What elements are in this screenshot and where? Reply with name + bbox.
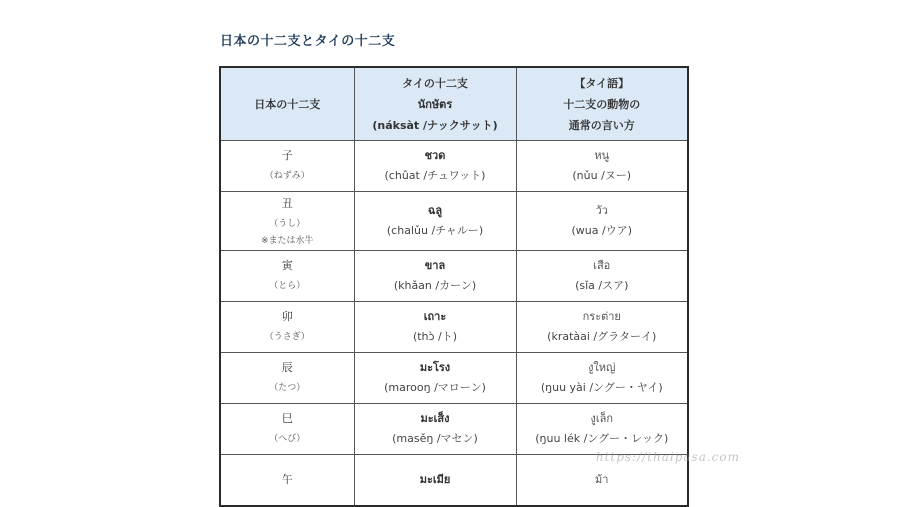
cell-thai-zodiac — [354, 141, 516, 192]
kanji: 寅 — [281, 259, 293, 272]
note: ※または水牛 — [260, 236, 314, 246]
thai-zodiac-name: มะเส็ง — [420, 412, 450, 425]
thai-zodiac-name: ขาล — [424, 259, 446, 272]
table-row — [220, 192, 688, 251]
yomi: （うし） — [269, 219, 306, 229]
thai-animal-name: งูเล็ก — [590, 412, 614, 425]
table-header-row — [220, 67, 688, 141]
table-row — [220, 353, 688, 404]
header-thai-zodiac — [354, 67, 516, 141]
page-title: 日本の十二支とタイの十二支 — [220, 34, 396, 49]
kanji: 巳 — [281, 412, 293, 425]
cell-japanese — [220, 404, 354, 455]
cell-thai-animal — [516, 192, 688, 251]
cell-thai-animal — [516, 353, 688, 404]
header-col1-label: 日本の十二支 — [254, 97, 321, 111]
cell-japanese — [220, 141, 354, 192]
thai-zodiac-romanization: (thɔ̀ /ト) — [412, 330, 458, 343]
thai-zodiac-name: มะโรง — [419, 361, 451, 374]
cell-japanese — [220, 353, 354, 404]
thai-zodiac-romanization: (masěŋ /マセン) — [392, 432, 478, 445]
kanji: 午 — [281, 473, 293, 486]
table-row — [220, 404, 688, 455]
kanji: 卯 — [281, 310, 293, 323]
thai-zodiac-name: มะเมีย — [419, 473, 451, 486]
thai-zodiac-romanization: (khǎan /カーン) — [393, 279, 477, 292]
thai-animal-name: ม้า — [595, 473, 609, 486]
thai-zodiac-romanization: (chûat /チュワット) — [384, 169, 486, 182]
thai-zodiac-name: ฉลู — [427, 204, 443, 217]
kanji: 丑 — [281, 197, 293, 210]
cell-thai-zodiac — [354, 404, 516, 455]
zodiac-table — [219, 66, 689, 507]
cell-thai-zodiac — [354, 455, 516, 507]
yomi: （へび） — [269, 434, 306, 444]
cell-thai-zodiac — [354, 353, 516, 404]
kanji: 辰 — [281, 361, 293, 374]
thai-animal-name: เสือ — [593, 259, 611, 272]
thai-animal-romanization: (nǔu /ヌー) — [572, 169, 632, 182]
thai-animal-name: กระต่าย — [582, 310, 621, 323]
header-japanese-zodiac — [220, 67, 354, 141]
thai-animal-name: งูใหญ่ — [588, 361, 616, 374]
table-row — [220, 302, 688, 353]
header-col3-line1: 【タイ語】 — [574, 76, 630, 90]
thai-animal-romanization: (wua /ウア) — [571, 224, 632, 237]
cell-thai-zodiac — [354, 302, 516, 353]
cell-japanese — [220, 251, 354, 302]
thai-animal-romanization: (kratàai /グラターイ) — [547, 330, 657, 343]
cell-thai-animal — [516, 404, 688, 455]
thai-zodiac-romanization: (chalǔu /チャルー) — [386, 224, 484, 237]
table-row — [220, 141, 688, 192]
header-col2-line3: (náksàt /ナックサット) — [372, 118, 498, 132]
thai-zodiac-name: เถาะ — [423, 310, 447, 323]
header-thai-common-name — [516, 67, 688, 141]
header-col3-line2: 十二支の動物の — [563, 97, 641, 111]
header-col3-line3: 通常の言い方 — [568, 118, 635, 132]
table-row — [220, 251, 688, 302]
header-col2-line2: นักษัตร — [417, 97, 453, 111]
cell-thai-animal — [516, 141, 688, 192]
yomi: （ねずみ） — [264, 171, 310, 181]
cell-japanese — [220, 302, 354, 353]
cell-japanese — [220, 192, 354, 251]
yomi: （うさぎ） — [264, 332, 310, 342]
thai-animal-name: วัว — [595, 204, 608, 217]
cell-japanese — [220, 455, 354, 507]
thai-animal-name: หนู — [594, 149, 610, 162]
thai-zodiac-romanization: (marooŋ /マローン) — [384, 381, 486, 394]
thai-animal-romanization: (ŋuu lék /ングー・レック) — [535, 432, 669, 445]
cell-thai-zodiac — [354, 192, 516, 251]
cell-thai-animal — [516, 251, 688, 302]
watermark-url: https://thaipasa.com — [595, 450, 740, 464]
kanji: 子 — [281, 149, 293, 162]
thai-animal-romanization: (sǐa /スア) — [575, 279, 629, 292]
header-col2-line1: タイの十二支 — [402, 76, 468, 90]
cell-thai-animal — [516, 302, 688, 353]
thai-animal-romanization: (ŋuu yài /ングー・ヤイ) — [540, 381, 663, 394]
yomi: （とら） — [269, 281, 306, 291]
thai-zodiac-name: ชวด — [424, 149, 446, 162]
cell-thai-zodiac — [354, 251, 516, 302]
yomi: （たつ） — [269, 383, 306, 393]
